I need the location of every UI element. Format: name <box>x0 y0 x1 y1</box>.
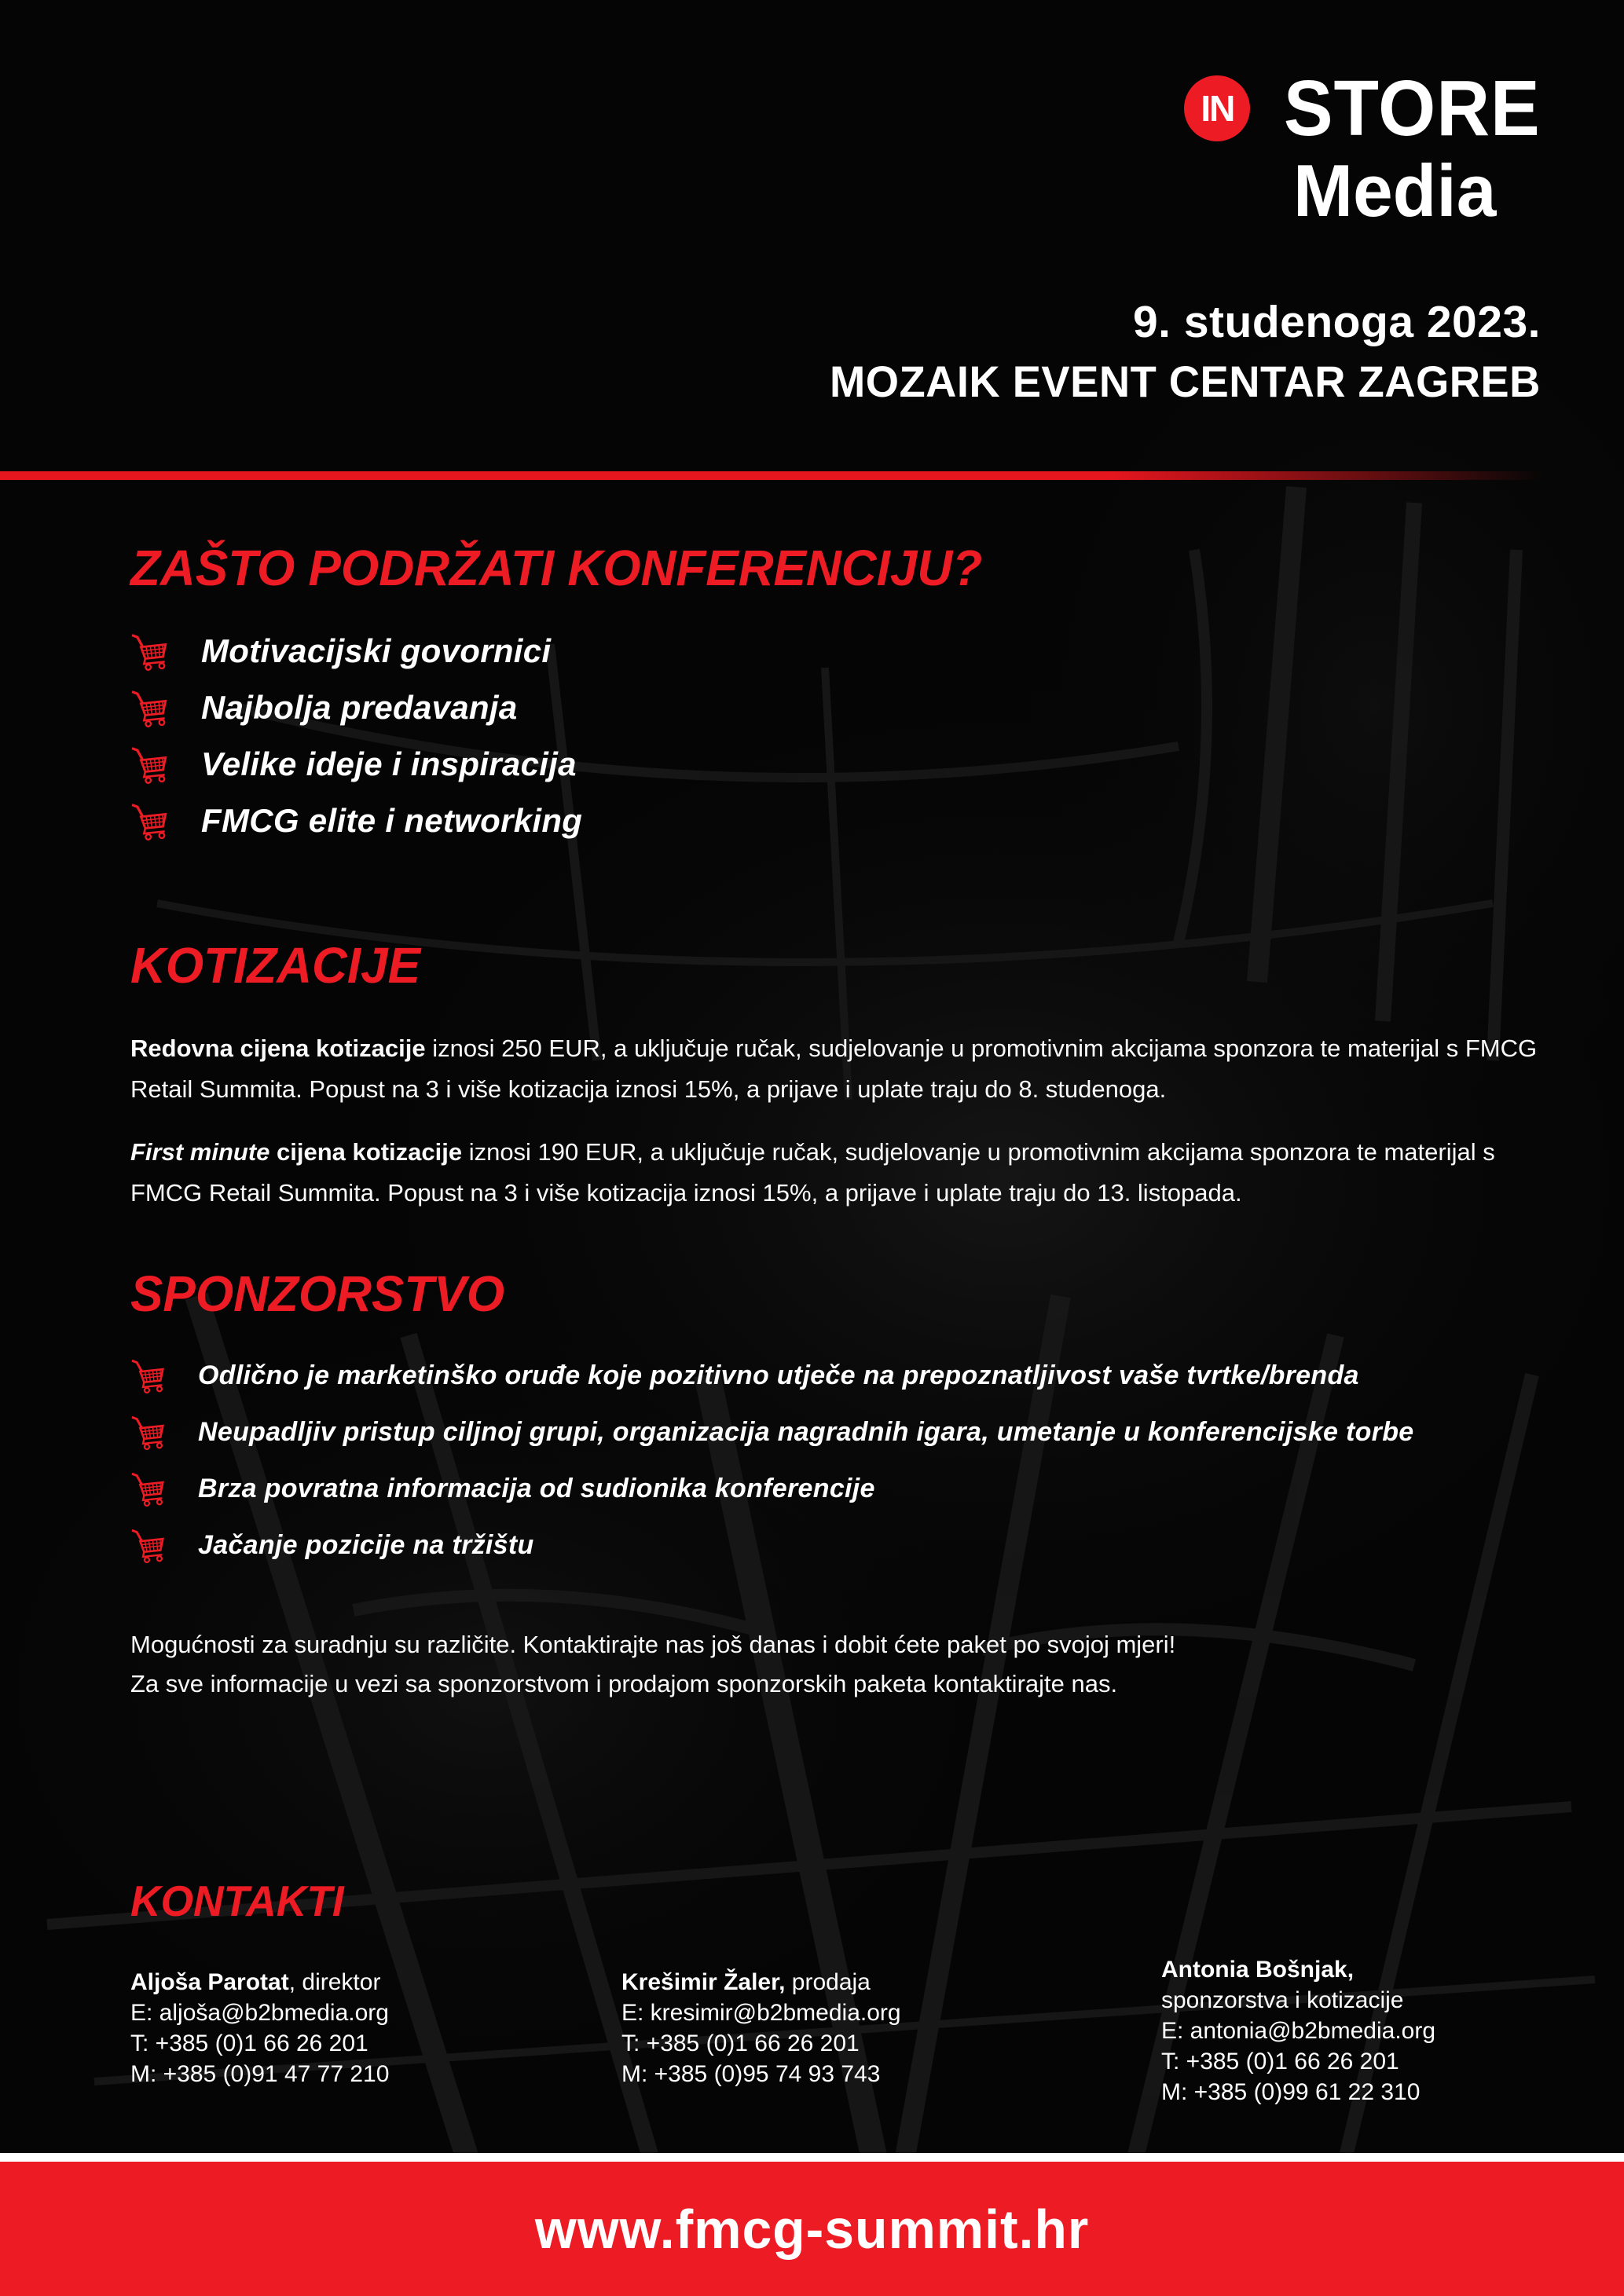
sponsorship-note <box>130 1625 1553 1704</box>
fees-paragraph-first-minute <box>130 1132 1538 1214</box>
contact-card <box>621 1967 901 2089</box>
fees-lead-regular: Redovna cijena kotizacije <box>130 1034 426 1063</box>
list-item <box>130 744 1538 785</box>
shopping-cart-icon <box>130 1413 168 1451</box>
contact-email[interactable]: E: aljoša@b2bmedia.org <box>130 2000 389 2026</box>
bullet-label: FMCG elite i networking <box>201 802 583 840</box>
bullet-label: Odlično je marketinško oruđe koje pozitivno utječe na prepoznatljivost vaše tvrtke/brenda <box>198 1360 1359 1390</box>
bullet-label: Velike ideje i inspiracija <box>201 745 577 783</box>
section-why-support <box>130 542 1538 857</box>
sponsorship-list <box>130 1357 1561 1564</box>
section-contacts <box>130 1879 1577 2138</box>
brand-header <box>1184 64 1541 232</box>
bullet-label: Motivacijski govornici <box>201 632 552 670</box>
contact-email[interactable]: E: antonia@b2bmedia.org <box>1161 2018 1436 2044</box>
list-item <box>130 631 1538 672</box>
fees-lead-first-minute: First minute <box>130 1138 270 1166</box>
section-title-fees: KOTIZACIJE <box>130 937 421 994</box>
website-link[interactable]: www.fmcg-summit.hr <box>534 2198 1090 2260</box>
footer-white-separator <box>0 2153 1624 2162</box>
list-item <box>130 1413 1561 1451</box>
fees-lead-price: cijena kotizacije <box>269 1138 463 1166</box>
contact-role: prodaja <box>785 1969 871 1995</box>
contact-mobile: M: +385 (0)91 47 77 210 <box>130 2061 390 2087</box>
event-info <box>808 292 1541 411</box>
contact-card <box>1161 1954 1435 2107</box>
section-fees <box>130 939 1538 1236</box>
shopping-cart-icon <box>130 1357 168 1394</box>
shopping-cart-icon <box>130 631 171 672</box>
shopping-cart-icon <box>130 1526 168 1564</box>
shopping-cart-icon <box>130 744 171 785</box>
shopping-cart-icon <box>130 687 171 728</box>
contact-card <box>130 1967 389 2089</box>
contact-name: Krešimir Žaler, <box>621 1969 786 1995</box>
sponsorship-note-line1: Mogućnosti za suradnju su različite. Kontaktirajte nas još danas i dobit ćete paket po svojoj mjeri! <box>130 1631 1176 1659</box>
contact-phone: T: +385 (0)1 66 26 201 <box>130 2031 368 2056</box>
fees-paragraph-regular <box>130 1028 1538 1110</box>
red-divider-line <box>0 471 1544 480</box>
logo-media-text: Media <box>1293 149 1497 232</box>
list-item <box>130 1357 1561 1394</box>
list-item <box>130 687 1538 728</box>
list-item <box>130 800 1538 841</box>
contact-role: sponzorstva i kotizacije <box>1161 1987 1404 2013</box>
footer-bar <box>0 2162 1624 2296</box>
why-list <box>130 631 1538 841</box>
section-title-contacts: KONTAKTI <box>130 1877 344 1925</box>
list-item <box>130 1526 1561 1564</box>
contact-email[interactable]: E: kresimir@b2bmedia.org <box>621 2000 901 2026</box>
fees-text-regular: iznosi 250 EUR, a uključuje ručak, sudjelovanje u promotivnim akcijama sponzora te materijal s FMCG Retail Summita. Popust na 3 i više kotizacija iznosi 15%, a prijave i uplate traju do 8. studenoga. <box>130 1034 1538 1104</box>
contact-phone: T: +385 (0)1 66 26 201 <box>1161 2049 1399 2074</box>
logo-store-text: STORE <box>1284 64 1541 152</box>
contact-name: Aljoša Parotat <box>130 1969 289 1995</box>
shopping-cart-icon <box>130 800 171 841</box>
section-title-why: ZAŠTO PODRŽATI KONFERENCIJU? <box>130 540 983 596</box>
instore-logo <box>1184 64 1541 152</box>
shopping-cart-icon <box>130 1470 168 1507</box>
section-sponsorship <box>130 1265 1561 1705</box>
contact-role: , direktor <box>288 1969 381 1995</box>
contact-phone: T: +385 (0)1 66 26 201 <box>621 2031 860 2056</box>
in-circle-logo-icon: IN <box>1184 75 1250 141</box>
list-item <box>130 1470 1561 1507</box>
section-title-sponsorship: SPONZORSTVO <box>130 1265 504 1322</box>
sponsorship-note-line2: Za sve informacije u vezi sa sponzorstvom i prodajom sponzorskih paketa kontaktirajte nas. <box>130 1670 1118 1698</box>
bullet-label: Neupadljiv pristup ciljnoj grupi, organizacija nagradnih igara, umetanje u konferencijske torbe <box>198 1416 1414 1447</box>
contact-mobile: M: +385 (0)99 61 22 310 <box>1161 2079 1421 2105</box>
contact-name: Antonia Bošnjak, <box>1161 1957 1355 1983</box>
event-venue: MOZAIK EVENT CENTAR ZAGREB <box>830 357 1541 407</box>
bullet-label: Najbolja predavanja <box>201 689 518 727</box>
bullet-label: Brza povratna informacija od sudionika konferencije <box>198 1473 875 1503</box>
event-date: 9. studenoga 2023. <box>1132 297 1541 347</box>
contact-mobile: M: +385 (0)95 74 93 743 <box>621 2061 881 2087</box>
bullet-label: Jačanje pozicije na tržištu <box>198 1529 534 1560</box>
fees-text-first-minute: iznosi 190 EUR, a uključuje ručak, sudjelovanje u promotivnim akcijama sponzora te materijal s FMCG Retail Summita. Popust na 3 i više kotizacija iznosi 15%, a prijave i uplate traju do 13. listopada. <box>130 1138 1495 1207</box>
